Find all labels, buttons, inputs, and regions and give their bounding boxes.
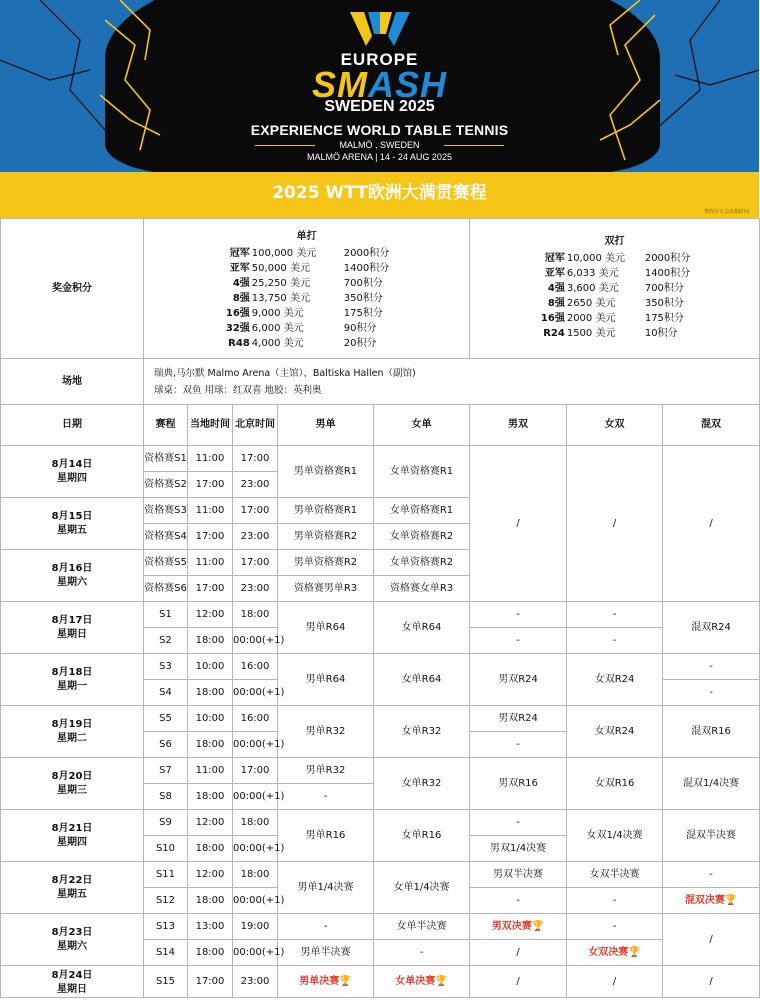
womens-doubles-cell: 女双R24 [567,654,663,706]
session-id: S13 [144,914,188,940]
schedule-row [1,446,760,472]
session-id: S4 [144,680,188,706]
session-id: 资格赛S5 [144,550,188,576]
schedule-row [1,706,760,732]
schedule-table [0,218,760,998]
day-cell: 8月18日 星期一 [1,654,144,706]
beijing-time: 23:00 [233,472,278,498]
mens-doubles-cell: 男双半决赛 [470,862,567,888]
local-time: 18:00 [188,680,233,706]
beijing-time: 00:00(+1) [233,784,278,810]
session-id: 资格赛S3 [144,498,188,524]
beijing-time: 18:00 [233,602,278,628]
womens-singles-cell: 女单资格赛R1 [374,446,470,498]
prize-line: 32强 6,000 美元 90积分 [225,323,377,334]
banner-smash-b: ASH [367,64,447,105]
beijing-time: 23:00 [233,576,278,602]
header-session: 赛程 [144,405,188,446]
singles-prize-cell [144,219,470,359]
event-banner [0,0,759,172]
prize-line: 16强 2000 美元 175积分 [540,313,684,324]
mixed-doubles-cell: / [663,966,760,998]
doubles-prize-cell [470,219,760,359]
womens-doubles-cell: / [567,966,663,998]
womens-singles-cell: 女单R64 [374,602,470,654]
session-id: S5 [144,706,188,732]
doubles-prize-title: 双打 [604,236,625,247]
mens-doubles-cell: 男双R24 [470,706,567,732]
venue-info [144,359,760,405]
banner-city: MALMÖ , SWEDEN [339,140,420,150]
beijing-time: 18:00 [233,810,278,836]
beijing-time: 17:00 [233,550,278,576]
trophy-icon: 🏆 [339,975,352,987]
prize-label: 奖金积分 [1,219,144,359]
day-cell: 8月17日 星期日 [1,602,144,654]
womens-singles-cell: 女单R64 [374,654,470,706]
mixed-doubles-cell: / [663,446,760,602]
trophy-icon: 🏆 [628,946,641,958]
mens-doubles-cell: / [470,940,567,966]
mens-doubles-final-cell [470,914,567,940]
womens-doubles-cell: - [567,628,663,654]
trophy-icon: 🏆 [724,894,738,906]
local-time: 17:00 [188,966,233,998]
womens-singles-cell: 女单R32 [374,706,470,758]
wtt-logo-icon [350,12,410,46]
beijing-time: 19:00 [233,914,278,940]
day-cell: 8月16日 星期六 [1,550,144,602]
mixed-doubles-cell: 混双半决赛 [663,810,760,862]
schedule-row [1,862,760,888]
mens-singles-cell: - [278,784,374,810]
header-beijing-time: 北京时间 [233,405,278,446]
session-id: 资格赛S4 [144,524,188,550]
prize-line: 8强 2650 美元 350积分 [547,298,684,309]
mens-singles-final-cell [278,966,374,998]
mens-doubles-final: 男双决赛 [491,920,532,932]
prize-line: 4强 25,250 美元 700积分 [232,278,383,289]
mens-doubles-cell: - [470,810,567,836]
prize-line: 16强 9,000 美元 175积分 [225,308,383,319]
local-time: 17:00 [188,472,233,498]
venue-row [1,359,760,405]
day-cell: 8月20日 星期三 [1,758,144,810]
session-id: S3 [144,654,188,680]
mens-singles-cell: 男单1/4决赛 [278,862,374,914]
singles-prize-title: 单打 [296,231,317,242]
local-time: 12:00 [188,602,233,628]
prize-line: 亚军 6,033 美元 1400积分 [544,268,691,279]
beijing-time: 00:00(+1) [233,732,278,758]
womens-singles-cell: 女单1/4决赛 [374,862,470,914]
local-time: 18:00 [188,732,233,758]
schedule-row [1,602,760,628]
prize-line: 冠军 100,000 美元 2000积分 [229,248,390,259]
title-note: 赛程官方会议指时间 [703,209,749,215]
mixed-doubles-cell: 混双1/4决赛 [663,758,760,810]
mixed-doubles-cell: - [663,680,760,706]
mixed-doubles-final: 混双决赛 [684,894,725,906]
day-cell: 8月15日 星期五 [1,498,144,550]
beijing-time: 18:00 [233,862,278,888]
mens-singles-cell: 资格赛男单R3 [278,576,374,602]
session-id: S1 [144,602,188,628]
header-mixed-doubles: 混双 [663,405,760,446]
mens-singles-cell: 男单资格赛R2 [278,550,374,576]
mens-singles-cell: 男单资格赛R2 [278,524,374,550]
session-id: S15 [144,966,188,998]
header-date: 日期 [1,405,144,446]
mens-doubles-cell: - [470,888,567,914]
session-id: S6 [144,732,188,758]
womens-singles-cell: 资格赛女单R3 [374,576,470,602]
session-id: S9 [144,810,188,836]
header-local-time: 当地时间 [188,405,233,446]
mens-singles-cell: 男单资格赛R1 [278,498,374,524]
banner-tagline: EXPERIENCE WORLD TABLE TENNIS [250,122,509,138]
day-cell: 8月21日 星期四 [1,810,144,862]
beijing-time: 00:00(+1) [233,836,278,862]
local-time: 10:00 [188,706,233,732]
womens-singles-cell: - [374,940,470,966]
singles-prize-list [224,246,389,351]
schedule-row [1,966,760,998]
mens-doubles-cell: - [470,628,567,654]
beijing-time: 16:00 [233,654,278,680]
header-womens-doubles: 女双 [567,405,663,446]
womens-singles-cell: 女单半决赛 [374,914,470,940]
trophy-icon: 🏆 [435,975,448,987]
banner-smash-a: SM [311,64,368,105]
beijing-time: 23:00 [233,524,278,550]
mens-singles-cell: 男单R32 [278,706,374,758]
beijing-time: 16:00 [233,706,278,732]
prize-line: 8强 13,750 美元 350积分 [232,293,383,304]
beijing-time: 23:00 [233,966,278,998]
mens-singles-cell: 男单R64 [278,602,374,654]
mens-doubles-cell: / [470,446,567,602]
day-cell: 8月24日 星期日 [1,966,144,998]
schedule-row [1,654,760,680]
schedule-row [1,758,760,784]
title-bar [0,172,759,218]
local-time: 11:00 [188,758,233,784]
local-time: 11:00 [188,446,233,472]
day-cell: 8月14日 星期四 [1,446,144,498]
header-womens-singles: 女单 [374,405,470,446]
schedule-row [1,810,760,836]
local-time: 10:00 [188,654,233,680]
local-time: 18:00 [188,836,233,862]
session-id: 资格赛S2 [144,472,188,498]
mens-singles-cell: 男单资格赛R1 [278,446,374,498]
header-mens-doubles: 男双 [470,405,567,446]
local-time: 12:00 [188,862,233,888]
mens-doubles-cell: - [470,602,567,628]
local-time: 18:00 [188,888,233,914]
page-title: 2025 WTT欧洲大满贯赛程 [272,183,487,203]
womens-singles-cell: 女单R32 [374,758,470,810]
mens-doubles-cell: 男双1/4决赛 [470,836,567,862]
local-time: 13:00 [188,914,233,940]
mens-singles-cell: 男单半决赛 [278,940,374,966]
mixed-doubles-cell: - [663,862,760,888]
womens-doubles-cell: - [567,914,663,940]
beijing-time: 00:00(+1) [233,628,278,654]
beijing-time: 00:00(+1) [233,888,278,914]
womens-singles-final-cell [374,966,470,998]
session-id: S11 [144,862,188,888]
header-mens-singles: 男单 [278,405,374,446]
local-time: 12:00 [188,810,233,836]
mens-singles-final: 男单决赛 [299,975,340,987]
trophy-icon: 🏆 [531,920,545,932]
womens-singles-cell: 女单R16 [374,810,470,862]
womens-singles-cell: 女单资格赛R2 [374,550,470,576]
session-id: S14 [144,940,188,966]
mens-doubles-cell: 男双R24 [470,654,567,706]
banner-europe: EUROPE [340,50,419,69]
venue-line-1: 瑞典,马尔默 Malmo Arena（主馆）、Baltiska Hallen（副馆) [154,367,416,379]
local-time: 18:00 [188,628,233,654]
mixed-doubles-cell: 混双R16 [663,706,760,758]
doubles-prize-list [539,251,690,341]
womens-singles-cell: 女单资格赛R1 [374,498,470,524]
womens-singles-cell: 女单资格赛R2 [374,524,470,550]
session-id: S8 [144,784,188,810]
venue-line-2: 球桌：双鱼 用球：红双喜 地胶：英利奥 [154,384,322,396]
womens-doubles-cell: 女双1/4决赛 [567,810,663,862]
prize-line: 亚军 50,000 美元 1400积分 [229,263,390,274]
session-id: 资格赛S1 [144,446,188,472]
beijing-time: 00:00(+1) [233,940,278,966]
banner-sweden: SWEDEN 2025 [324,98,435,115]
banner-arena-dates: MALMÖ ARENA | 14 - 24 AUG 2025 [307,152,452,162]
womens-doubles-cell: 女双R24 [567,706,663,758]
beijing-time: 17:00 [233,758,278,784]
local-time: 18:00 [188,784,233,810]
mixed-doubles-cell: - [663,654,760,680]
local-time: 17:00 [188,576,233,602]
beijing-time: 17:00 [233,446,278,472]
day-cell: 8月23日 星期六 [1,914,144,966]
session-id: 资格赛S6 [144,576,188,602]
local-time: 18:00 [188,940,233,966]
prize-row [1,219,760,359]
mens-doubles-cell: / [470,966,567,998]
session-id: S7 [144,758,188,784]
day-cell: 8月19日 星期二 [1,706,144,758]
mens-doubles-cell: 男双R16 [470,758,567,810]
mixed-doubles-final-cell [663,888,760,914]
day-cell: 8月22日 星期五 [1,862,144,914]
session-id: S10 [144,836,188,862]
mens-singles-cell: 男单R16 [278,810,374,862]
mens-singles-cell: - [278,914,374,940]
mens-singles-cell: 男单R32 [278,758,374,784]
mixed-doubles-cell: 混双R24 [663,602,760,654]
mixed-doubles-cell: / [663,914,760,966]
header-row [1,405,760,446]
prize-line: R48 4,000 美元 20积分 [228,338,377,349]
beijing-time: 17:00 [233,498,278,524]
beijing-time: 00:00(+1) [233,680,278,706]
womens-doubles-cell: 女双半决赛 [567,862,663,888]
womens-doubles-cell: / [567,446,663,602]
womens-doubles-cell: - [567,602,663,628]
schedule-row [1,914,760,940]
prize-line: 冠军 10,000 美元 2000积分 [544,253,691,264]
mens-singles-cell: 男单R64 [278,654,374,706]
womens-doubles-final-cell [567,940,663,966]
local-time: 17:00 [188,524,233,550]
prize-line: 4强 3,600 美元 700积分 [547,283,684,294]
mens-doubles-cell: - [470,732,567,758]
prize-line: R24 1500 美元 10积分 [543,328,678,339]
womens-doubles-final: 女双决赛 [588,946,629,958]
venue-label: 场地 [1,359,144,405]
session-id: S12 [144,888,188,914]
womens-singles-final: 女单决赛 [395,975,436,987]
session-id: S2 [144,628,188,654]
womens-doubles-cell: 女双R16 [567,758,663,810]
womens-doubles-cell: - [567,888,663,914]
local-time: 11:00 [188,498,233,524]
local-time: 11:00 [188,550,233,576]
